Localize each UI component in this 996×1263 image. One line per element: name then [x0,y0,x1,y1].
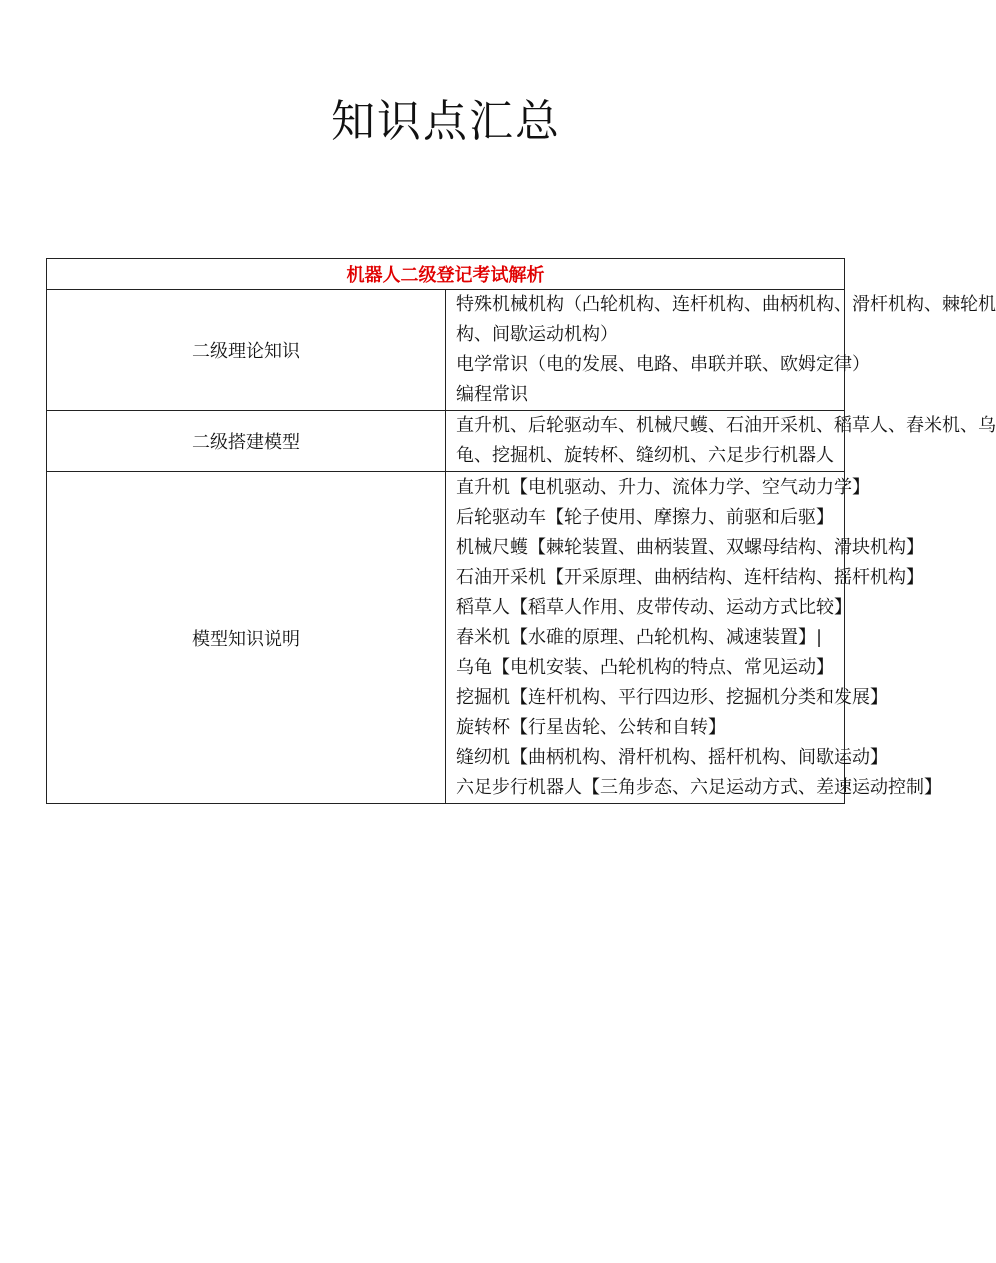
table-row [47,411,845,472]
page-title: 知识点汇总 [331,96,561,147]
content-line: 龟、挖掘机、旋转杯、缝纫机、六足步行机器人 [456,445,834,466]
row-content [446,472,942,804]
content-line: 机械尺蠖【棘轮装置、曲柄装置、双螺母结构、滑块机构】 [456,536,924,558]
table-header-row [47,259,845,290]
table-row [47,290,845,411]
content-line: 稻草人【稻草人作用、皮带传动、运动方式比较】 [456,596,852,618]
content-line: 旋转杯【行星齿轮、公转和自转】 [456,716,726,738]
content-line: 直升机【电机驱动、升力、流体力学、空气动力学】 [456,476,870,498]
content-line: 舂米机【水碓的原理、凸轮机构、减速装置】| [456,626,823,648]
content-line: 缝纫机【曲柄机构、滑杆机构、摇杆机构、间歇运动】 [456,746,888,768]
content-line: 电学常识（电的发展、电路、串联并联、欧姆定律） [456,354,870,375]
content-line: 构、间歇运动机构） [456,324,618,345]
row-category: 二级理论知识 [47,290,446,411]
table-row [47,472,845,804]
content-line: 特殊机械机构（凸轮机构、连杆机构、曲柄机构、滑杆机构、棘轮机 [456,294,996,315]
content-line: 编程常识 [456,384,528,405]
content-line: 六足步行机器人【三角步态、六足运动方式、差速运动控制】 [456,776,942,798]
summary-table [46,258,996,804]
content-line: 挖掘机【连杆机构、平行四边形、挖掘机分类和发展】 [456,686,888,708]
row-category: 二级搭建模型 [47,411,446,472]
content-line: 后轮驱动车【轮子使用、摩擦力、前驱和后驱】 [456,506,834,528]
table-header: 机器人二级登记考试解析 [47,259,845,290]
row-category: 模型知识说明 [47,472,446,804]
row-content [446,411,996,472]
content-line: 乌龟【电机安装、凸轮机构的特点、常见运动】 [456,656,834,678]
row-content [446,290,996,411]
content-line: 直升机、后轮驱动车、机械尺蠖、石油开采机、稻草人、舂米机、乌 [456,415,996,436]
content-line: 石油开采机【开采原理、曲柄结构、连杆结构、摇杆机构】 [456,566,924,588]
